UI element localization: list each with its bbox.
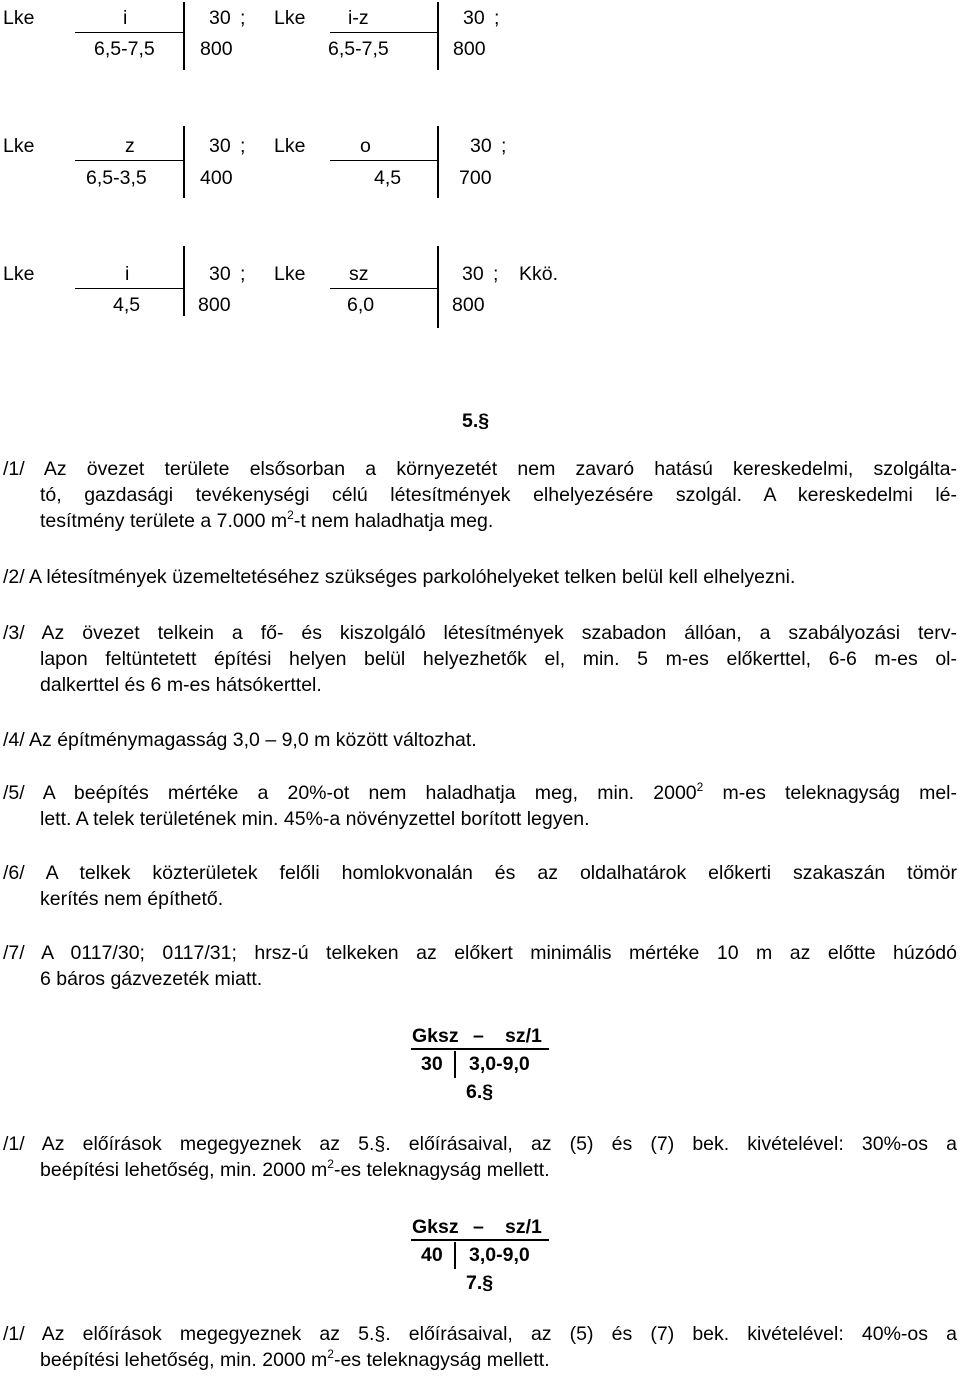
superscript: 2: [327, 1157, 334, 1171]
zone-code-percent: 30: [209, 263, 231, 285]
paragraph-text: -es teleknagyság mellett.: [333, 1159, 550, 1181]
zone-code-underline: [330, 32, 437, 33]
zone-code-percent: 40: [421, 1244, 443, 1266]
zone-code-height: 4,5: [374, 167, 402, 189]
paragraph-line: /2/ A létesítmények üzemeltetéséhez szükséges parkolóhelyeket telken belül kell elhelyezni.: [3, 566, 796, 588]
zone-code-underline: [75, 160, 183, 161]
zone-code-percent: 30: [421, 1053, 443, 1075]
zone-code-subtype: o: [360, 135, 371, 157]
zone-code-divider: [437, 126, 439, 198]
zone-code-min-area: 800: [453, 38, 486, 60]
zone-code-height: 6,0: [347, 294, 375, 316]
section5-paragraph-4: [3, 727, 957, 753]
zone-code-dash: –: [473, 1216, 484, 1238]
zone-code-subtype: sz/1: [505, 1216, 542, 1238]
zone-code-height: 6,5-3,5: [86, 167, 147, 189]
section6-paragraph-1: [3, 1131, 957, 1183]
section5-paragraph-6: [3, 860, 957, 912]
paragraph-line: kerítés nem építhető.: [40, 888, 224, 910]
zone-code-name: Lke: [3, 263, 35, 285]
zone-code-divider: [183, 2, 185, 70]
zone-code-name: Gksz: [412, 1025, 459, 1047]
zone-code-underline: [75, 32, 183, 33]
zone-code-name: Lke: [3, 135, 35, 157]
paragraph-line: /7/ A 0117/30; 0117/31; hrsz-ú telkeken az előkert minimális mértéke 10 m az előtte húzódó: [3, 942, 957, 964]
zone-code-divider: [454, 1051, 456, 1078]
paragraph-line: [3, 1347, 957, 1373]
section5-paragraph-1: [3, 456, 957, 534]
paragraph-line: lett. A telek területének min. 45%-a növényzettel borított legyen.: [40, 808, 590, 830]
zone-code-extra: Kkö.: [519, 263, 559, 285]
zone-code-height: 6,5-7,5: [328, 38, 389, 60]
zone-code-underline: [330, 160, 437, 161]
paragraph-text: beépítési lehetőség, min. 2000 m: [40, 1349, 328, 1371]
paragraph-text: -es teleknagyság mellett.: [333, 1349, 550, 1371]
zone-code-dash: –: [473, 1025, 484, 1047]
paragraph-text: beépítési lehetőség, min. 2000 m: [40, 1159, 328, 1181]
paragraph-line: lapon feltüntetett építési helyen belül helyezhetők el, min. 5 m-es előkerttel, 6-6 m-es ol-: [40, 648, 957, 670]
zone-code-divider: [183, 126, 185, 198]
zone-code-underline: [75, 288, 183, 289]
zone-code-name: Lke: [274, 135, 306, 157]
paragraph-line: [3, 1157, 957, 1183]
zone-code-underline: [411, 1239, 549, 1241]
section5-paragraph-7: [3, 940, 957, 992]
zone-code-height: 3,0-9,0: [469, 1244, 530, 1266]
zone-code-percent: 30: [470, 135, 492, 157]
zone-code-separator: ;: [494, 7, 500, 29]
paragraph-line: /1/ Az övezet területe elsősorban a környezetét nem zavaró hatású kereskedelmi, szolgálta-: [3, 458, 957, 480]
paragraph-line: 6 báros gázvezeték miatt.: [40, 968, 263, 990]
zone-code-name: Gksz: [412, 1216, 459, 1238]
zone-code-divider: [437, 246, 439, 328]
zone-code-separator: ;: [501, 135, 507, 157]
zone-code-min-area: 800: [198, 294, 231, 316]
paragraph-line: /1/ Az előírások megegyeznek az 5.§. előírásaival, az (5) és (7) bek. kivételével: 40%-os a: [3, 1323, 957, 1345]
paragraph-text: tesítmény területe a 7.000 m: [40, 510, 288, 532]
paragraph-line: /1/ Az előírások megegyeznek az 5.§. előírásaival, az (5) és (7) bek. kivételével: 30%-os a: [3, 1133, 957, 1155]
zone-code-name: Lke: [274, 263, 306, 285]
zone-code-subtype: sz: [349, 263, 369, 285]
section5-paragraph-3: [3, 620, 957, 698]
zone-code-percent: 30: [462, 263, 484, 285]
zone-code-name: Lke: [3, 7, 35, 29]
zone-code-subtype: i-z: [348, 7, 369, 29]
zone-code-min-area: 700: [459, 167, 492, 189]
paragraph-line: /6/ A telkek közterületek felőli homlokvonalán és az oldalhatárok előkerti szakaszán tömör: [3, 862, 957, 884]
superscript: 2: [327, 1347, 334, 1361]
zone-code-height: 4,5: [113, 294, 141, 316]
section5-paragraph-5: [3, 780, 957, 832]
zone-code-min-area: 800: [200, 38, 233, 60]
zone-code-separator: ;: [240, 263, 246, 285]
zone-code-separator: ;: [493, 263, 499, 285]
paragraph-line: [3, 780, 957, 806]
zone-code-percent: 30: [209, 7, 231, 29]
paragraph-line: /4/ Az építménymagasság 3,0 – 9,0 m között változhat.: [3, 729, 477, 751]
section5-paragraph-2: [3, 564, 957, 590]
section-heading-5: 5.§: [462, 410, 490, 432]
zone-code-percent: 30: [463, 7, 485, 29]
zone-code-min-area: 800: [452, 294, 485, 316]
zone-code-min-area: 400: [200, 167, 233, 189]
zone-code-percent: 30: [209, 135, 231, 157]
zone-code-subtype: sz/1: [505, 1025, 542, 1047]
section-heading-7: 7.§: [466, 1272, 494, 1294]
zone-code-subtype: z: [125, 135, 135, 157]
zone-code-height: 3,0-9,0: [469, 1053, 530, 1075]
zone-code-separator: ;: [240, 135, 246, 157]
section7-paragraph-1: [3, 1321, 957, 1373]
zone-code-underline: [411, 1048, 549, 1050]
paragraph-line: [3, 508, 957, 534]
paragraph-text: /5/ A beépítés mértéke a 20%-ot nem haladhatja meg, min. 2000: [3, 782, 697, 804]
paragraph-line: dalkerttel és 6 m-es hátsókerttel.: [40, 674, 322, 696]
superscript: 2: [287, 508, 294, 522]
zone-code-underline: [330, 288, 437, 289]
paragraph-line: tó, gazdasági tevékenységi célú létesítmények elhelyezésére szolgál. A kereskedelmi lé-: [40, 484, 957, 506]
paragraph-text: -t nem haladhatja meg.: [293, 510, 494, 532]
section-heading-6: 6.§: [466, 1081, 494, 1103]
zone-code-divider: [437, 2, 439, 70]
zone-code-divider: [183, 246, 185, 316]
zone-code-divider: [454, 1242, 456, 1269]
zone-code-name: Lke: [274, 7, 306, 29]
zone-code-separator: ;: [240, 7, 246, 29]
paragraph-text: m-es teleknagyság mel-: [703, 782, 958, 804]
superscript: 2: [696, 780, 704, 794]
zone-code-subtype: i: [123, 7, 128, 29]
zone-code-height: 6,5-7,5: [94, 38, 155, 60]
paragraph-line: /3/ Az övezet telkein a fő- és kiszolgáló létesítmények szabadon állóan, a szabályozási terv-: [3, 622, 957, 644]
zone-code-subtype: i: [125, 263, 130, 285]
